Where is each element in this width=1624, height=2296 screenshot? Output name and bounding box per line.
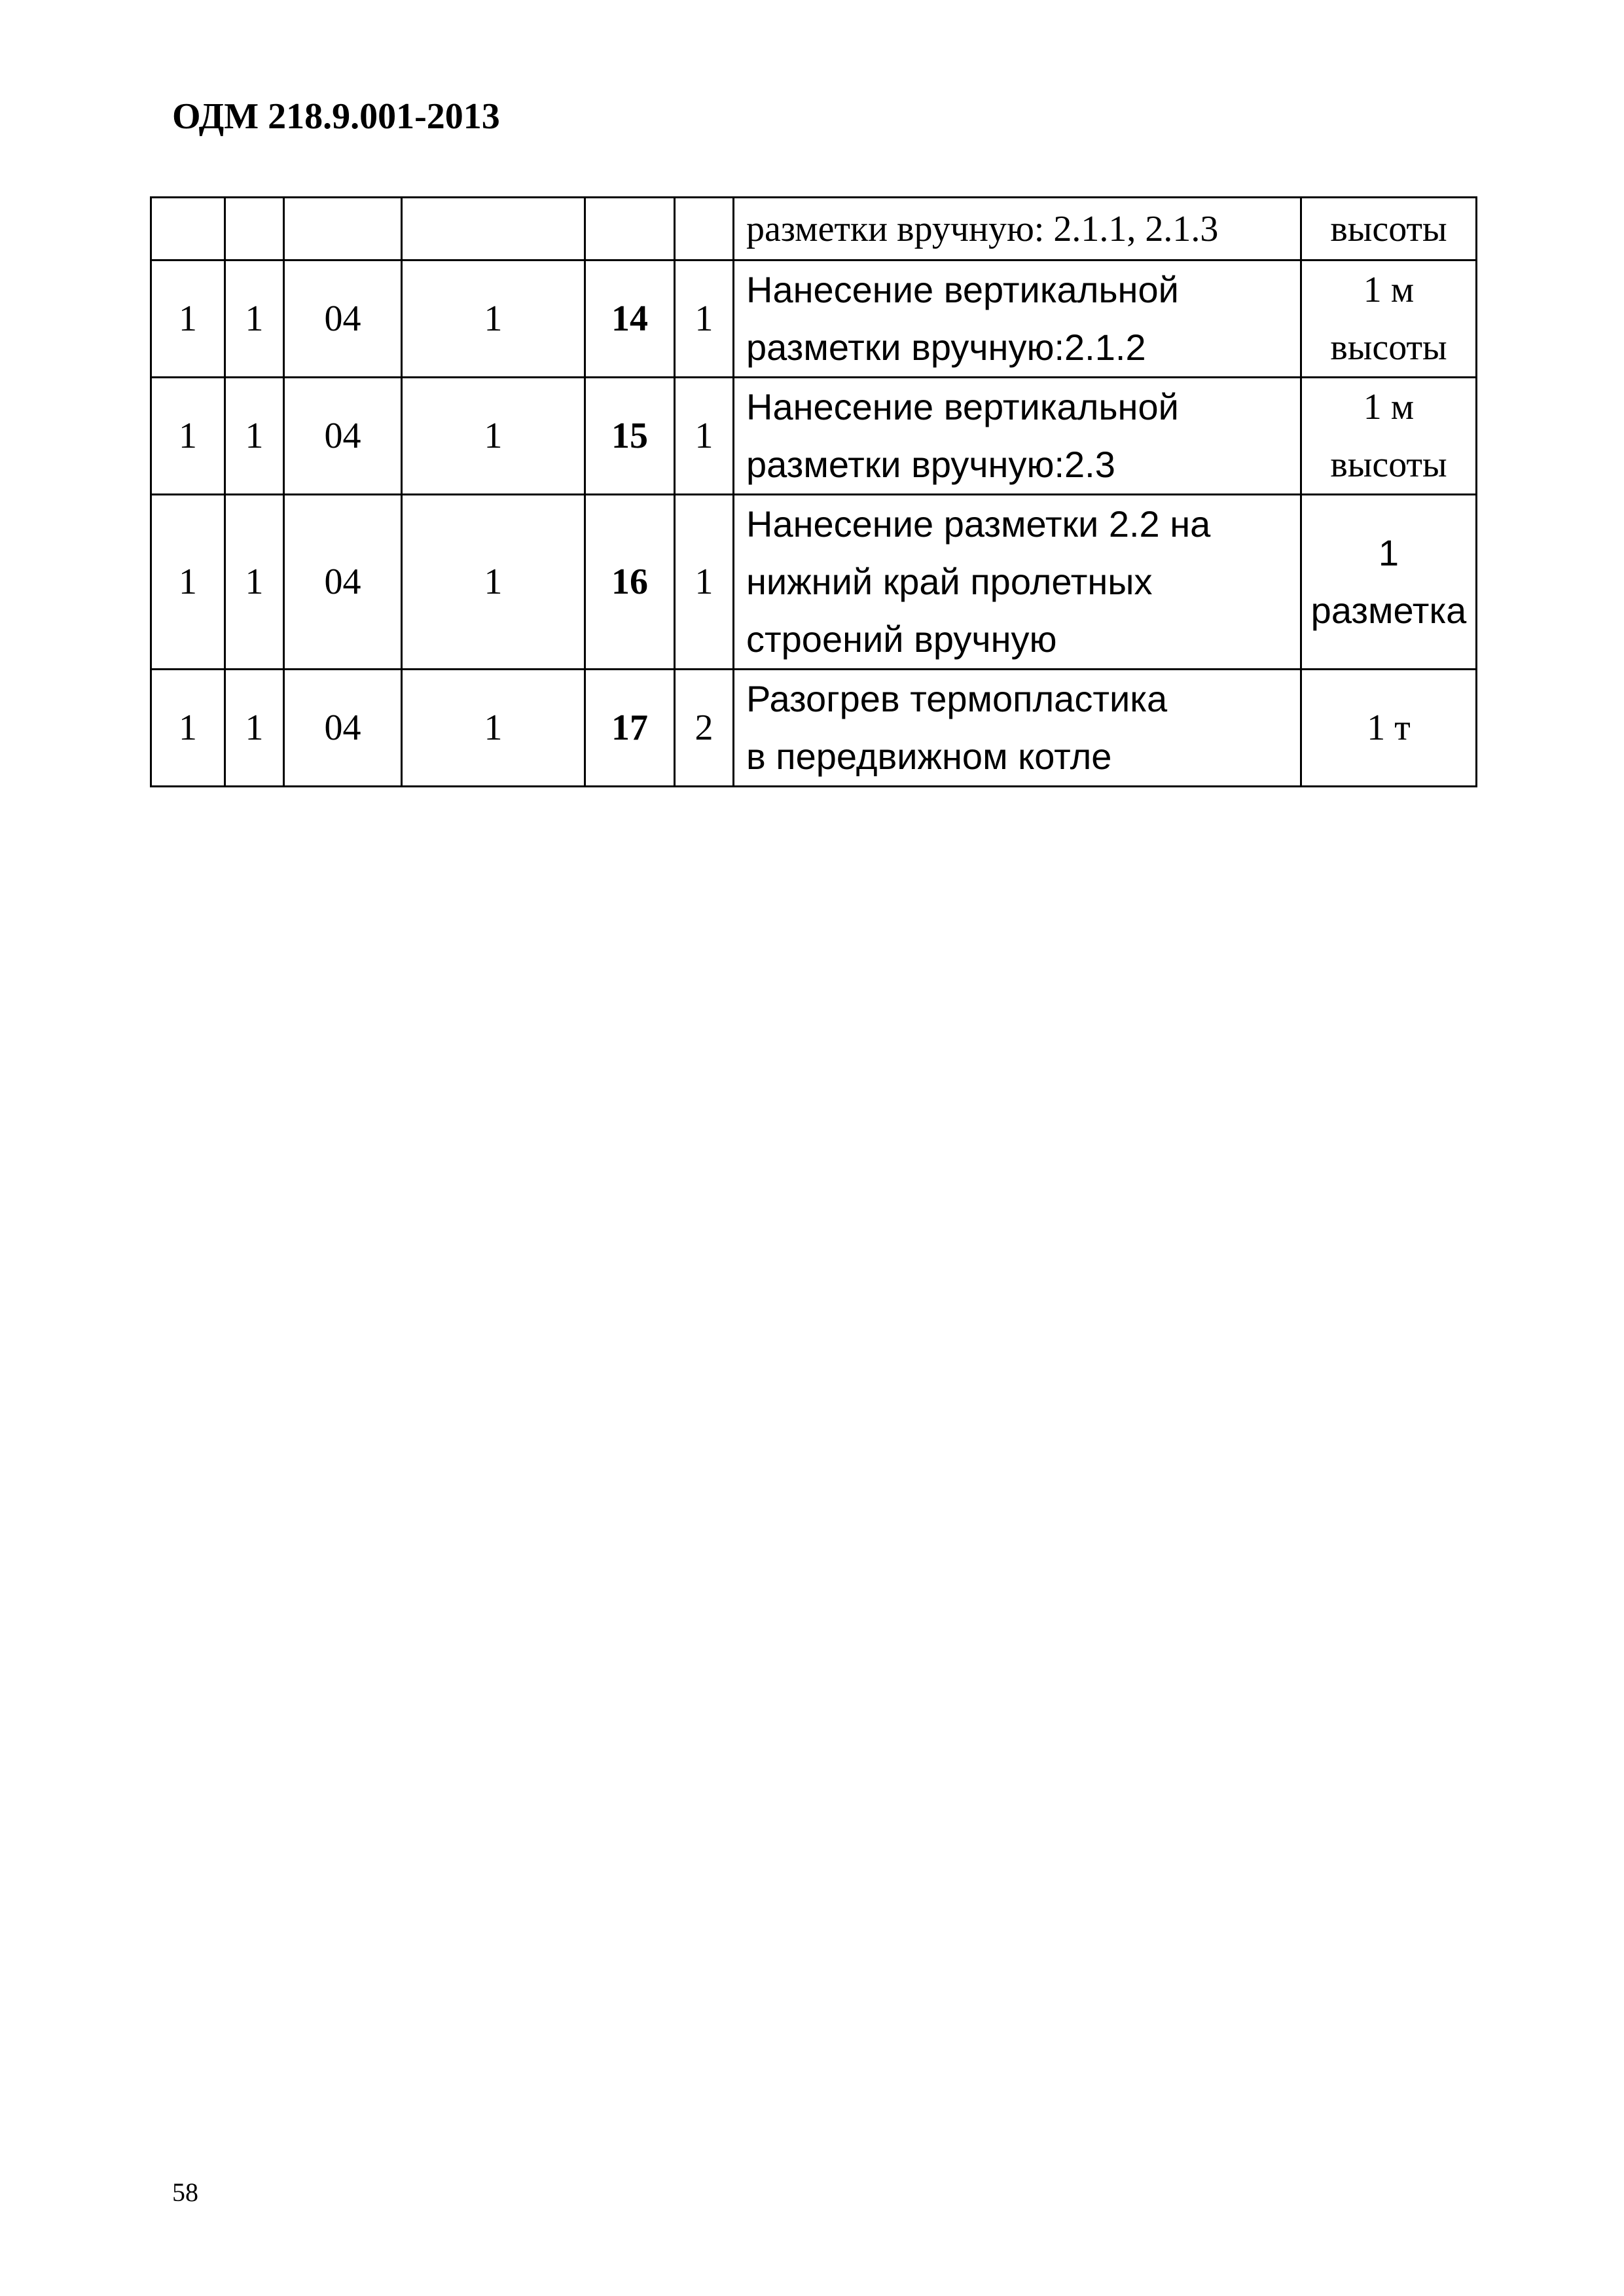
code-cell-2: 1 bbox=[225, 378, 284, 495]
unit-line: высоты bbox=[1330, 327, 1447, 368]
code-cell-5: 15 bbox=[585, 378, 675, 495]
code-cell-1: 1 bbox=[151, 495, 225, 670]
code-cell-6 bbox=[675, 198, 734, 260]
code-cell-3: 04 bbox=[284, 378, 402, 495]
unit-cell bbox=[1301, 670, 1477, 787]
code-cell-2: 1 bbox=[225, 670, 284, 787]
unit-cell bbox=[1301, 495, 1477, 670]
code-cell-6: 1 bbox=[675, 495, 734, 670]
unit-line: 1 т bbox=[1367, 708, 1411, 748]
description-line: нижний край пролетных bbox=[746, 561, 1153, 602]
description-line: разметки вручную:2.3 bbox=[746, 444, 1115, 485]
code-cell-5: 17 bbox=[585, 670, 675, 787]
description-line: в передвижном котле bbox=[746, 736, 1112, 777]
code-cell-6: 1 bbox=[675, 378, 734, 495]
code-cell-5 bbox=[585, 198, 675, 260]
code-cell-4: 1 bbox=[402, 495, 585, 670]
description-cell bbox=[734, 495, 1301, 670]
description-cell bbox=[734, 260, 1301, 378]
description-line: разметки вручную:2.1.2 bbox=[746, 327, 1146, 368]
description-line: Нанесение разметки 2.2 на bbox=[746, 503, 1211, 545]
code-cell-4: 1 bbox=[402, 260, 585, 378]
unit-line: разметка bbox=[1310, 590, 1467, 631]
description-line: Нанесение вертикальной bbox=[746, 386, 1179, 427]
description-line: разметки вручную: 2.1.1, 2.1.3 bbox=[746, 208, 1219, 249]
unit-cell bbox=[1301, 198, 1477, 260]
code-cell-4: 1 bbox=[402, 670, 585, 787]
table-row bbox=[151, 495, 1477, 670]
code-cell-1 bbox=[151, 198, 225, 260]
code-cell-3 bbox=[284, 198, 402, 260]
unit-line: высоты bbox=[1330, 208, 1447, 249]
work-codes-table bbox=[150, 196, 1477, 787]
code-cell-2 bbox=[225, 198, 284, 260]
code-cell-5: 16 bbox=[585, 495, 675, 670]
description-cell bbox=[734, 198, 1301, 260]
code-cell-1: 1 bbox=[151, 670, 225, 787]
code-cell-6: 1 bbox=[675, 260, 734, 378]
code-cell-3: 04 bbox=[284, 260, 402, 378]
table-row bbox=[151, 198, 1477, 260]
unit-line: 1 м bbox=[1363, 387, 1415, 427]
code-cell-4: 1 bbox=[402, 378, 585, 495]
code-cell-2: 1 bbox=[225, 495, 284, 670]
unit-cell bbox=[1301, 378, 1477, 495]
code-cell-5: 14 bbox=[585, 260, 675, 378]
document-code-header: ОДМ 218.9.001-2013 bbox=[172, 96, 500, 137]
description-line: Разогрев термопластика bbox=[746, 678, 1168, 719]
code-cell-6: 2 bbox=[675, 670, 734, 787]
description-line: строений вручную bbox=[746, 619, 1057, 660]
unit-line: высоты bbox=[1330, 444, 1447, 485]
code-cell-1: 1 bbox=[151, 378, 225, 495]
description-cell bbox=[734, 670, 1301, 787]
unit-cell bbox=[1301, 260, 1477, 378]
page-number: 58 bbox=[172, 2178, 198, 2207]
table-row bbox=[151, 260, 1477, 378]
unit-line: 1 м bbox=[1363, 270, 1415, 310]
code-cell-2: 1 bbox=[225, 260, 284, 378]
table-row bbox=[151, 378, 1477, 495]
unit-line: 1 bbox=[1378, 532, 1399, 573]
code-cell-3: 04 bbox=[284, 670, 402, 787]
code-cell-1: 1 bbox=[151, 260, 225, 378]
code-cell-4 bbox=[402, 198, 585, 260]
table-row bbox=[151, 670, 1477, 787]
code-cell-3: 04 bbox=[284, 495, 402, 670]
description-line: Нанесение вертикальной bbox=[746, 269, 1179, 310]
description-cell bbox=[734, 378, 1301, 495]
